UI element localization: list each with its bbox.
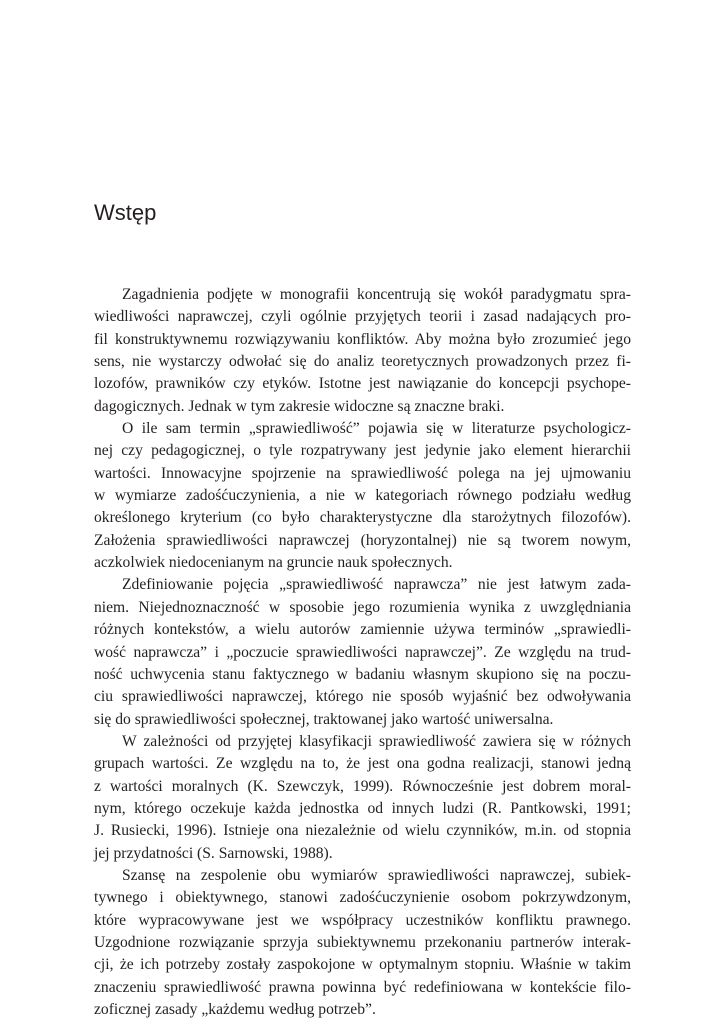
text-line: się do sprawiedliwości społecznej, traktowanej jako wartość uniwersalna. [94,710,554,728]
text-line: Zdefiniowanie pojęcia „sprawiedliwość naprawcza” nie jest łatwym zada- [122,576,631,594]
text-line: aczkolwiek niedocenianym na gruncie nauk społecznych. [94,554,453,572]
text-line: określonego kryterium (co było charakterystyczne dla starożytnych filozofów). [94,509,631,527]
text-line: fil konstruktywnemu rozwiązywaniu konfliktów. Aby można było zrozumieć jego [94,330,631,348]
text-line: niem. Niejednoznaczność w sposobie jego rozumienia wynika z uwzględniania [94,598,631,616]
text-line: Uzgodnione rozwiązanie sprzyja subiektywnemu przekonaniu partnerów interak- [94,933,631,951]
text-line: znaczeniu sprawiedliwość prawna powinna być redefiniowana w kontekście filo- [94,978,631,996]
paragraph-1 [94,284,631,418]
text-line: Szansę na zespolenie obu wymiarów sprawiedliwości naprawczej, subiek- [122,866,631,884]
text-line: wość naprawcza” i „poczucie sprawiedliwości naprawczej”. Ze względu na trud- [94,643,631,661]
text-line: tywnego i obiektywnego, stanowi zadośćuczynienie osobom pokrzywdzonym, [94,889,631,907]
text-line: O ile sam termin „sprawiedliwość” pojawia się w literaturze psychologicz- [122,420,631,438]
text-line: J. Rusiecki, 1996). Istnieje ona niezależnie od wielu czynników, m.in. od stopnia [94,822,631,840]
text-line: jej przydatności (S. Sarnowski, 1988). [94,844,333,862]
paragraph-3 [94,574,631,730]
text-line: ciu sprawiedliwości naprawczej, którego nie sposób wyjaśnić bez odwoływania [94,688,631,706]
text-line: ność uchwycenia stanu faktycznego w badaniu własnym skupiono się na poczu- [94,665,631,683]
text-line: Założenia sprawiedliwości naprawczej (horyzontalnej) nie są tworem nowym, [94,531,631,549]
text-line: nej czy pedagogicznej, o tyle rozpatrywany jest jedynie jako element hierarchii [94,442,631,460]
text-line: sens, nie wystarczy odwołać się do analiz teoretycznych prowadzonych przez fi- [94,353,631,371]
text-line: różnych kontekstów, a wielu autorów zamiennie używa terminów „sprawiedli- [94,621,631,639]
text-line: wiedliwości naprawczej, czyli ogólnie przyjętych teorii i zasad nadających pro- [94,308,631,326]
text-line: z wartości moralnych (K. Szewczyk, 1999). Równocześnie jest dobrem moral- [94,777,631,795]
text-line: W zależności od przyjętej klasyfikacji sprawiedliwość zawiera się w różnych [122,732,631,750]
text-line: w wymiarze zadośćuczynienia, a nie w kategoriach równego podziału według [94,487,631,505]
text-line: Zagadnienia podjęte w monografii koncentrują się wokół paradygmatu spra- [122,286,631,303]
paragraph-4 [94,731,631,865]
paragraph-2 [94,418,631,574]
text-line: nym, którego oczekuje każda jednostka od innych ludzi (R. Pantkowski, 1991; [94,799,631,817]
body-text [94,284,631,1021]
text-line: zoficznej zasady „każdemu według potrzeb”. [94,1001,376,1018]
text-line: wartości. Innowacyjne spojrzenie na sprawiedliwość polega na jej ujmowaniu [94,464,631,482]
paragraph-5 [94,865,631,1021]
text-line: cji, że ich potrzeby zostały zaspokojone w optymalnym stopniu. Właśnie w takim [94,956,631,974]
text-line: które wypracowywane jest we współpracy uczestników konfliktu prawnego. [94,911,631,929]
text-line: grupach wartości. Ze względu na to, że jest ona godna realizacji, stanowi jedną [94,755,631,773]
text-line: dagogicznych. Jednak w tym zakresie widoczne są znaczne braki. [94,397,505,415]
text-line: lozofów, prawników czy etyków. Istotne jest nawiązanie do koncepcji psychope- [94,375,631,393]
section-heading: Wstęp [94,200,157,225]
